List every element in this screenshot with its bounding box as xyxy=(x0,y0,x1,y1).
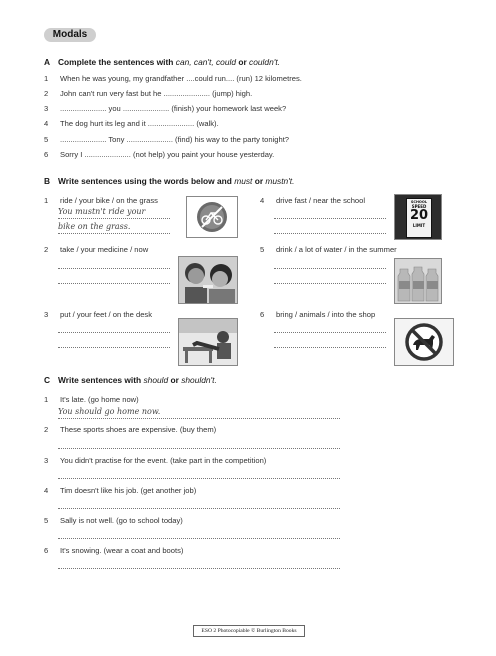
section-b-letter: B xyxy=(44,176,51,186)
item-number: 5 xyxy=(44,516,49,525)
answer-line xyxy=(58,347,170,348)
item-text: You didn't practise for the event. (take part in the competition) xyxy=(60,456,267,465)
section-c-item-5 xyxy=(44,516,183,525)
section-b-item-4 xyxy=(260,196,365,205)
section-c-item-6 xyxy=(44,546,183,555)
answer-line xyxy=(274,283,386,284)
answer-line xyxy=(58,218,170,219)
item-text: It's snowing. (wear a coat and boots) xyxy=(60,546,184,555)
feet-on-desk-photo xyxy=(178,318,238,366)
no-dogs-sign-icon xyxy=(394,318,454,366)
item-number: 4 xyxy=(260,196,265,205)
answer-line xyxy=(58,418,340,419)
item-text: ...................... you ...................... (finish) your homework last week? xyxy=(60,104,287,113)
speed-sign-photo xyxy=(394,194,442,240)
item-text: Sally is not well. (go to school today) xyxy=(60,516,183,525)
b1-answer-line-1: You mustn't ride your xyxy=(58,207,146,216)
section-a-heading-words: can, can't, could xyxy=(175,57,237,67)
section-a-heading-or: or xyxy=(236,57,250,67)
sign-number: 20 xyxy=(409,208,429,223)
item-number: 4 xyxy=(44,119,49,128)
answer-line xyxy=(58,233,170,234)
item-number: 3 xyxy=(44,310,49,319)
answer-line xyxy=(274,218,386,219)
section-a-item-6 xyxy=(44,150,274,159)
section-b-heading-or: or xyxy=(252,176,266,186)
item-text: Sorry I ...................... (not help) you paint your house yesterday. xyxy=(60,150,275,159)
section-a-heading-last: couldn't. xyxy=(249,57,280,67)
section-c-item-3 xyxy=(44,456,266,465)
answer-line xyxy=(274,347,386,348)
section-c-heading-word-1: should xyxy=(143,375,169,385)
item-number: 5 xyxy=(260,245,265,254)
item-prompt: drive fast / near the school xyxy=(276,196,366,205)
no-bike-sign-icon xyxy=(186,196,238,238)
section-c-heading-word-2: shouldn't. xyxy=(181,375,217,385)
section-a-heading-text: Complete the sentences with xyxy=(58,57,176,67)
section-a-letter: A xyxy=(44,57,51,67)
section-a-item-3 xyxy=(44,104,286,113)
item-number: 2 xyxy=(44,425,49,434)
section-c-heading-text: Write sentences with xyxy=(58,375,144,385)
section-c-item-4 xyxy=(44,486,196,495)
item-prompt: take / your medicine / now xyxy=(60,245,149,254)
answer-line xyxy=(58,508,340,509)
speed-limit-sign xyxy=(406,198,432,238)
section-b-heading-word-2: mustn't. xyxy=(265,176,295,186)
b1-answer-line-2: bike on the grass. xyxy=(58,222,131,231)
section-b-item-1 xyxy=(44,196,158,205)
item-prompt: put / your feet / on the desk xyxy=(60,310,153,319)
answer-line xyxy=(58,268,170,269)
section-b-heading-text: Write sentences using the words below and xyxy=(58,176,235,186)
section-b-item-3 xyxy=(44,310,152,319)
section-b-heading xyxy=(44,176,294,186)
answer-line xyxy=(58,448,340,449)
section-c-item-2 xyxy=(44,425,216,434)
item-number: 6 xyxy=(44,150,49,159)
section-a-heading xyxy=(44,57,280,67)
section-a-item-4 xyxy=(44,119,219,128)
item-number: 3 xyxy=(44,104,49,113)
item-prompt: drink / a lot of water / in the summer xyxy=(276,245,397,254)
section-a-item-5 xyxy=(44,135,289,144)
answer-line xyxy=(58,538,340,539)
section-a-item-1 xyxy=(44,74,302,83)
answer-line xyxy=(274,268,386,269)
item-text: These sports shoes are expensive. (buy them) xyxy=(60,425,217,434)
item-number: 1 xyxy=(44,395,49,404)
item-text: Tim doesn't like his job. (get another job) xyxy=(60,486,197,495)
item-number: 5 xyxy=(44,135,49,144)
item-number: 3 xyxy=(44,456,49,465)
item-text: John can't run very fast but he ...................... (jump) high. xyxy=(60,89,253,98)
section-c-heading xyxy=(44,375,217,385)
footer-copyright: ESO 2 Photocopiable © Burlington Books xyxy=(193,625,305,637)
section-a-item-2 xyxy=(44,89,252,98)
item-number: 1 xyxy=(44,196,49,205)
answer-line xyxy=(58,478,340,479)
section-c-heading-or: or xyxy=(168,375,182,385)
item-number: 2 xyxy=(44,245,49,254)
item-text: When he was young, my grandfather ....could run.... (run) 12 kilometres. xyxy=(60,74,302,83)
answer-line xyxy=(274,233,386,234)
section-b-heading-word-1: must xyxy=(234,176,253,186)
medicine-photo xyxy=(178,256,238,304)
section-c-letter: C xyxy=(44,375,51,385)
item-prompt: ride / your bike / on the grass xyxy=(60,196,158,205)
item-number: 4 xyxy=(44,486,49,495)
answer-line xyxy=(58,332,170,333)
sign-speed-text: SPEED xyxy=(411,204,427,209)
item-text: It's late. (go home now) xyxy=(60,395,139,404)
sign-school-text: SCHOOL xyxy=(410,200,428,204)
answer-line xyxy=(58,568,340,569)
answer-line xyxy=(274,332,386,333)
answer-line xyxy=(58,283,170,284)
item-number: 6 xyxy=(260,310,265,319)
item-text: The dog hurt its leg and it ...................... (walk). xyxy=(60,119,219,128)
section-b-item-6 xyxy=(260,310,375,319)
item-number: 1 xyxy=(44,74,49,83)
section-b-item-2 xyxy=(44,245,148,254)
worksheet-title: Modals xyxy=(44,28,96,42)
sign-limit-text: LIMIT xyxy=(412,223,426,228)
c1-answer: You should go home now. xyxy=(58,407,161,416)
item-number: 2 xyxy=(44,89,49,98)
section-c-item-1 xyxy=(44,395,139,404)
water-bottles-photo xyxy=(394,258,442,304)
item-number: 6 xyxy=(44,546,49,555)
item-text: ...................... Tony ...................... (find) his way to the party tonight? xyxy=(60,135,290,144)
section-b-item-5 xyxy=(260,245,397,254)
item-prompt: bring / animals / into the shop xyxy=(276,310,376,319)
